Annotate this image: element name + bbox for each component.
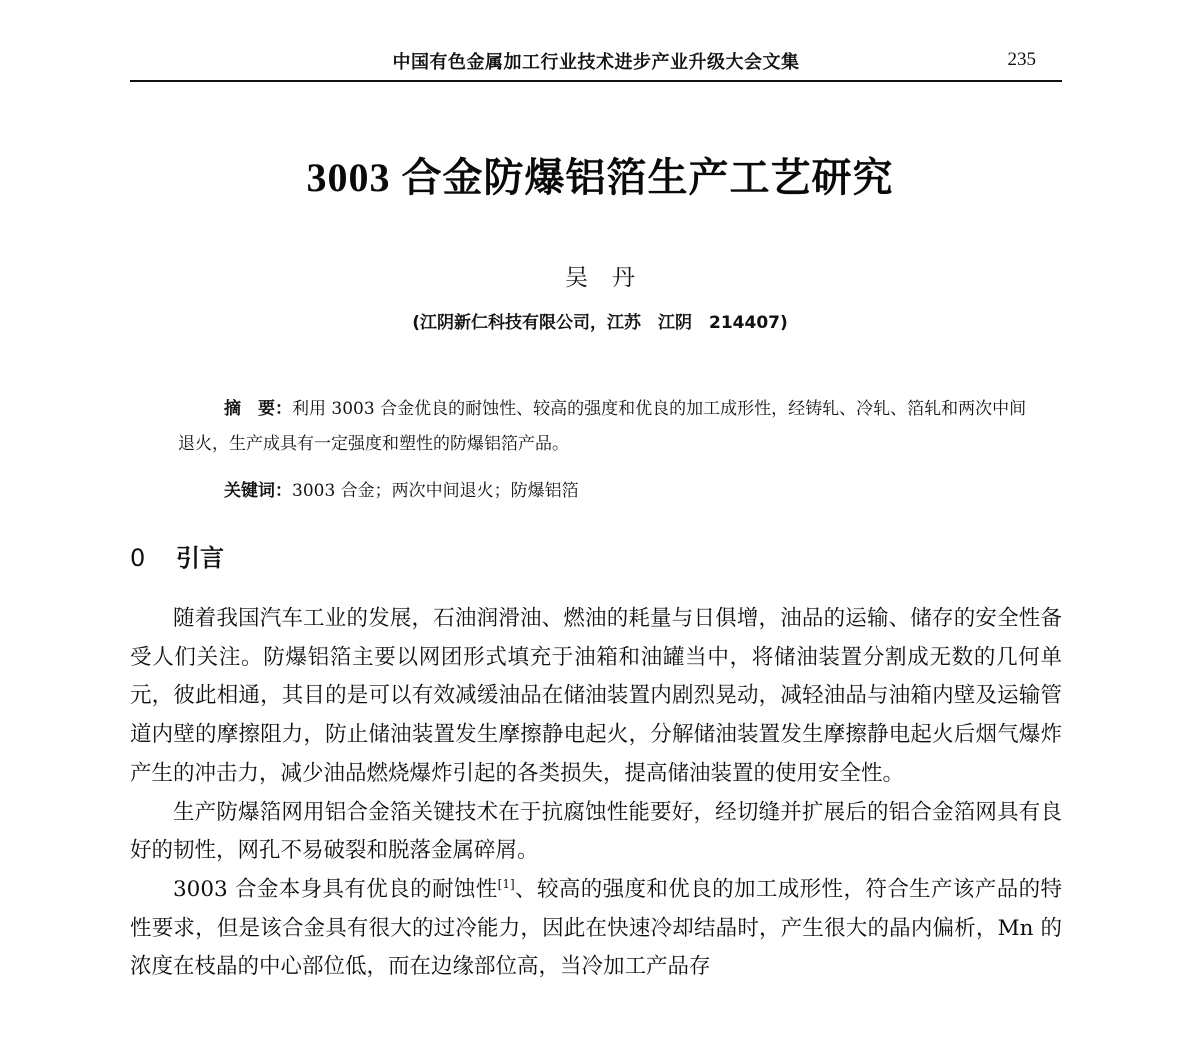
keywords bbox=[224, 477, 1024, 505]
paragraph-text: 3003 合金本身具有优良的耐蚀性 bbox=[173, 876, 498, 902]
author-affiliation: (江阴新仁科技有限公司，江苏 江阴 214407) bbox=[412, 313, 788, 333]
keywords-label: 关键词： bbox=[224, 481, 292, 501]
keywords-text: 3003 合金；两次中间退火；防爆铝箔 bbox=[292, 481, 579, 501]
abstract-text: 利用 3003 合金优良的耐蚀性、较高的强度和优良的加工成形性，经铸轧、冷轧、箔轧和两次中间退火，生产成具有一定强度和塑性的防爆铝箔产品。 bbox=[178, 399, 1027, 454]
section-title: 引言 bbox=[176, 544, 224, 572]
section-heading bbox=[130, 538, 224, 573]
running-header bbox=[130, 44, 1062, 80]
paragraph-text: 、较高的强度和优良的加工成形性，符合生产该产品的特性要求，但是该合金具有很大的过冷能力，因此在快速冷却结晶时，产生很大的晶内偏析，Mn 的浓度在枝晶的中心部位低，而在边缘部位高，当冷加工产品存 bbox=[130, 876, 1062, 980]
body-text bbox=[130, 600, 1062, 987]
section-number: 0 bbox=[130, 544, 146, 572]
page-number: 235 bbox=[1007, 49, 1036, 70]
citation-reference[interactable]: [1] bbox=[497, 876, 515, 891]
body-paragraph bbox=[130, 871, 1062, 987]
header-rule bbox=[130, 80, 1062, 82]
author-name: 吴丹 bbox=[565, 265, 659, 291]
abstract bbox=[178, 392, 1038, 462]
body-paragraph: 随着我国汽车工业的发展，石油润滑油、燃油的耗量与日俱增，油品的运输、储存的安全性备受人们关注。防爆铝箔主要以网团形式填充于油箱和油罐当中，将储油装置分割成无数的几何单元，彼此相通，其目的是可以有效减缓油品在储油装置内剧烈晃动，减轻油品与油箱内壁及运输管道内壁的摩擦阻力，防止储油装置发生摩擦静电起火，分解储油装置发生摩擦静电起火后烟气爆炸产生的冲击力，减少油品燃烧爆炸引起的各类损失，提高储油装置的使用安全性。 bbox=[130, 606, 1062, 786]
paper-title: 3003 合金防爆铝箔生产工艺研究 bbox=[306, 155, 894, 200]
proceedings-title: 中国有色金属加工行业技术进步产业升级大会文集 bbox=[392, 52, 800, 73]
abstract-indent bbox=[178, 399, 224, 419]
abstract-label: 摘 要： bbox=[224, 399, 292, 419]
body-paragraph: 生产防爆箔网用铝合金箔关键技术在于抗腐蚀性能要好，经切缝并扩展后的铝合金箔网具有良好的韧性，网孔不易破裂和脱落金属碎屑。 bbox=[130, 799, 1062, 864]
